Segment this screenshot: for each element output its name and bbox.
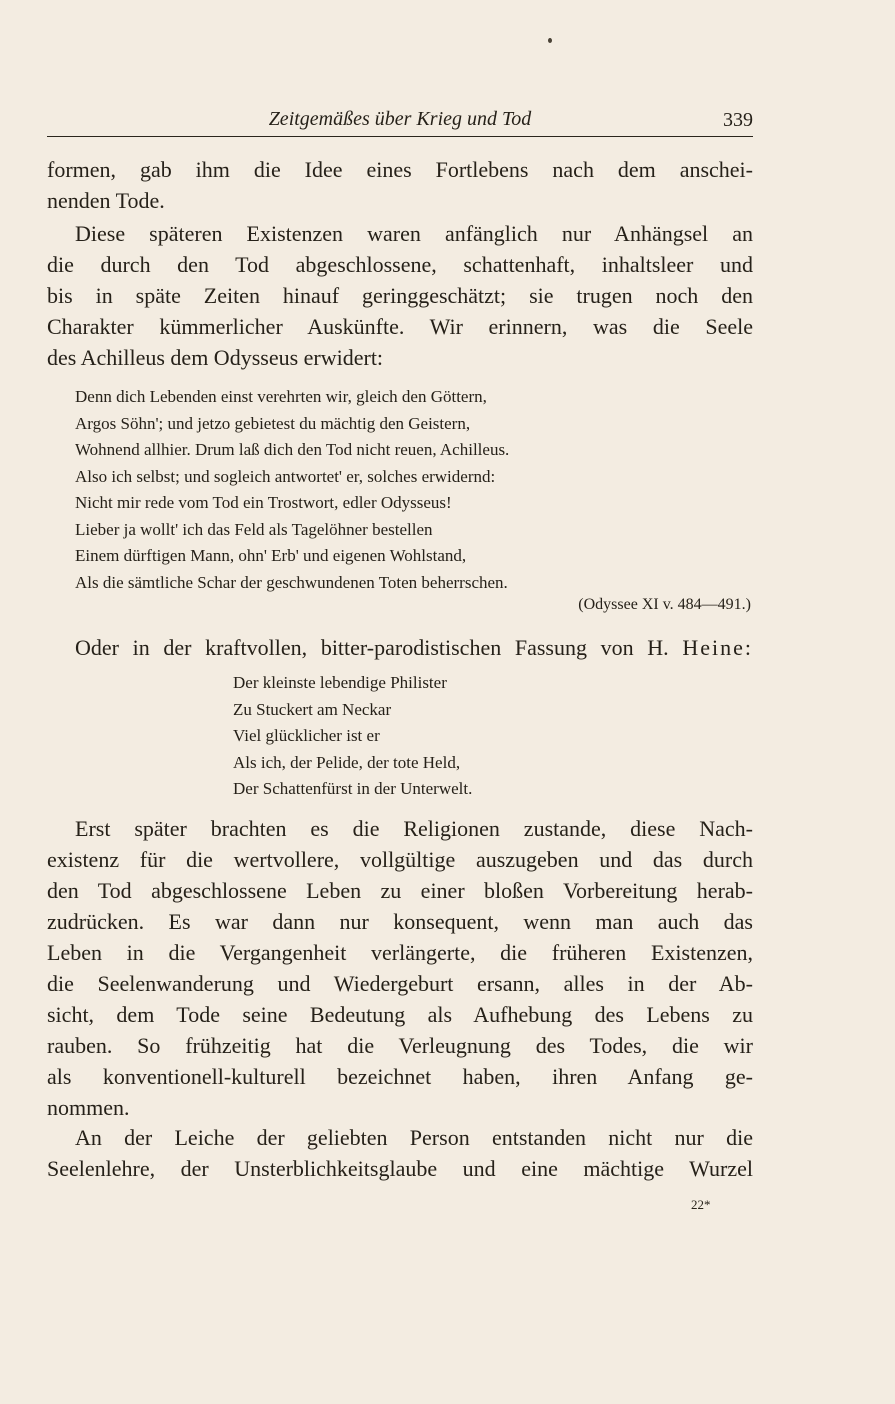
text-line: als konventionell-kulturell bezeichnet haben, ihren Anfang ge- (47, 1064, 753, 1089)
paragraph-4 (47, 1122, 753, 1184)
signature-mark: 22* (691, 1197, 711, 1212)
verse-line: Einem dürftigen Mann, ohn' Erb' und eigenen Wohlstand, (75, 546, 467, 565)
text-line: Diese späteren Existenzen waren anfänglich nur Anhängsel an (75, 221, 753, 246)
text-line: des Achilleus dem Odysseus erwidert: (47, 345, 384, 370)
text-line: Leben in die Vergangenheit verlängerte, die früheren Existenzen, (47, 940, 753, 965)
text-line: den Tod abgeschlossene Leben zu einer bloßen Vorbereitung herab- (47, 878, 753, 903)
verse-line: Viel glücklicher ist er (233, 726, 380, 745)
verse-line: Der kleinste lebendige Philister (233, 673, 447, 692)
text-line: die Seelenwanderung und Wiedergeburt ersann, alles in der Ab- (47, 971, 753, 996)
verse-line: Argos Söhn'; und jetzo gebietest du mächtig den Geistern, (75, 413, 471, 433)
text-line: zudrücken. Es war dann nur konsequent, wenn man auch das (47, 909, 753, 934)
paragraph-3 (47, 813, 753, 1123)
verse-line: Als ich, der Pelide, der tote Held, (233, 752, 461, 772)
verse-line: Zu Stuckert am Neckar (233, 699, 392, 719)
text-line: sicht, dem Tode seine Bedeutung als Aufhebung des Lebens zu (47, 1002, 753, 1027)
verse-line: Wohnend allhier. Drum laß dich den Tod nicht reuen, Achilleus. (75, 440, 510, 459)
text-line: formen, gab ihm die Idee eines Fortlebens nach dem anschei- (47, 157, 753, 182)
verse-line: Nicht mir rede vom Tod ein Trostwort, edler Odysseus! (75, 493, 452, 512)
text-line: rauben. So frühzeitig hat die Verleugnung des Todes, die wir (47, 1033, 753, 1058)
verse-line: Als die sämtliche Schar der geschwundenen Toten beherrschen. (75, 572, 508, 592)
text-line (47, 632, 753, 663)
page-number: 339 (723, 109, 753, 131)
verse-line: Der Schattenfürst in der Unterwelt. (233, 779, 473, 798)
verse-line: Denn dich Lebenden einst verehrten wir, gleich den Göttern, (75, 387, 487, 406)
ink-speck (548, 38, 552, 43)
text-line: existenz für die wertvollere, vollgültige auszugeben und das durch (47, 847, 753, 872)
text-line: nommen. (47, 1095, 130, 1120)
verse-line: Lieber ja wollt' ich das Feld als Tagelöhner bestellen (75, 519, 433, 539)
heine-intro (47, 632, 753, 663)
running-title: Zeitgemäßes über Krieg und Tod (268, 108, 532, 130)
running-head (47, 108, 753, 138)
text-line: Erst später brachten es die Religionen zustande, diese Nach- (75, 816, 753, 841)
verse-line: Also ich selbst; und sogleich antwortet' er, solches erwidernd: (75, 466, 496, 486)
text-line: An der Leiche der geliebten Person entstanden nicht nur die (75, 1125, 753, 1150)
heine-intro-text: Oder in der kraftvollen, bitter-parodistischen Fassung von H. (75, 635, 669, 660)
paragraph-1 (47, 154, 753, 216)
heine-poem (233, 670, 733, 803)
paragraph-2 (47, 218, 753, 373)
text-line: Seelenlehre, der Unsterblichkeitsglaube und eine mächtige Wurzel (47, 1156, 753, 1181)
text-line: Charakter kümmerlicher Auskünfte. Wir erinnern, was die Seele (47, 314, 753, 339)
text-line: bis in späte Zeiten hinauf geringgeschätzt; sie trugen noch den (47, 283, 753, 308)
text-line: nenden Tode. (47, 188, 165, 213)
heine-name: Heine: (682, 635, 753, 660)
citation: (Odyssee XI v. 484—491.) (578, 596, 751, 613)
header-rule (47, 136, 753, 137)
text-line: die durch den Tod abgeschlossene, schattenhaft, inhaltsleer und (47, 252, 753, 277)
odyssey-quote (75, 384, 755, 596)
